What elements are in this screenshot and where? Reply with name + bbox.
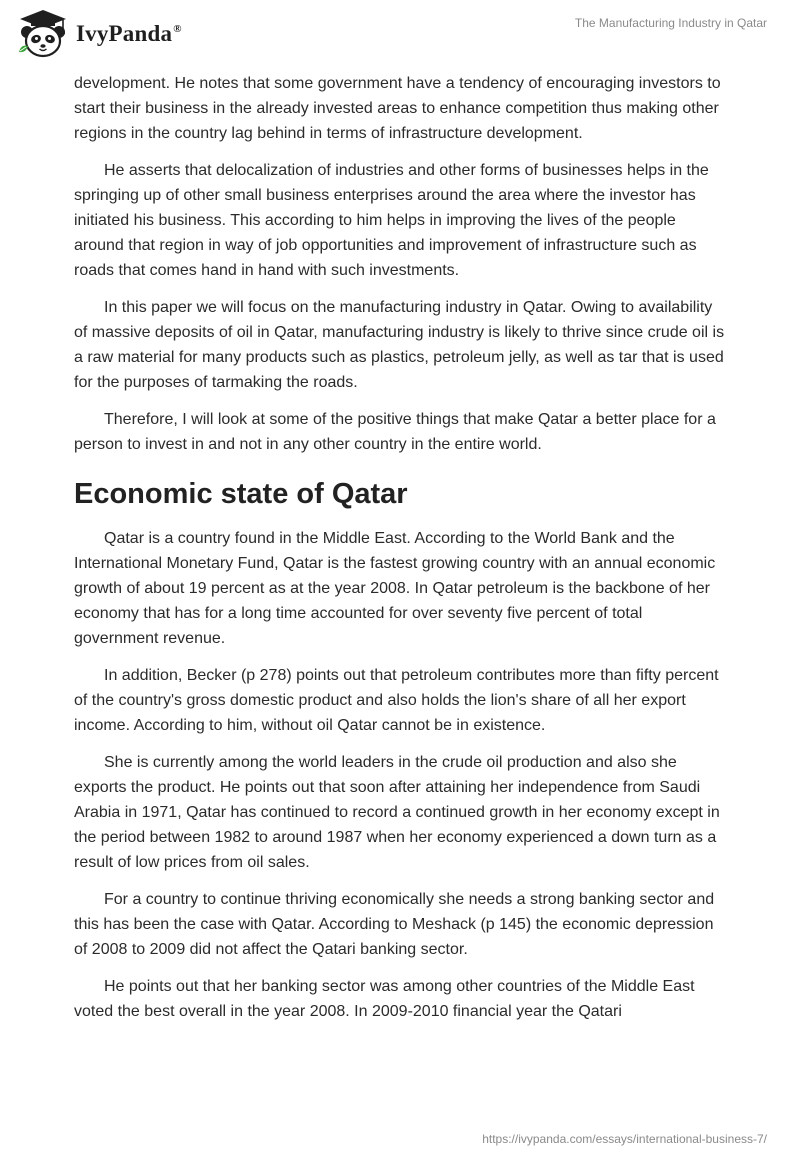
registered-mark: ® bbox=[173, 23, 182, 35]
paragraph: She is currently among the world leaders in the crude oil production and also she exports the product. He points out that soon after attaining her independence from Saudi Arabia in 1971, Qatar has continued to record a continued growth in her economy except in the period between 1982 to around 1987 when her economy experienced a down turn as a result of low prices from oil sales. bbox=[74, 754, 720, 871]
document-title: The Manufacturing Industry in Qatar bbox=[574, 16, 767, 30]
paragraph: In this paper we will focus on the manufacturing industry in Qatar. Owing to availability of massive deposits of oil in Qatar, manufacturing industry is likely to thrive since crude oil is a raw material for many products such as plastics, petroleum jelly, as well as tar that is used for the purposes of tarmaking the roads. bbox=[74, 299, 725, 391]
paragraph: Qatar is a country found in the Middle East. According to the World Bank and the International Monetary Fund, Qatar is the fastest growing country with an annual economic growth of about 19 percent as at the year 2008. In Qatar petroleum is the backbone of her economy that has for a long time accounted for over seventy five percent of total government revenue. bbox=[74, 530, 716, 647]
paragraph: development. He notes that some government have a tendency of encouraging investors to start their business in the already invested areas to enhance competition thus making other regions in the country lag behind in terms of infrastructure development. bbox=[74, 75, 721, 142]
paragraph: For a country to continue thriving economically she needs a strong banking sector and this has been the case with Qatar. According to Meshack (p 145) the economic depression of 2008 to 2009 did not affect the Qatari banking sector. bbox=[74, 891, 715, 958]
essay-body bbox=[74, 71, 730, 1036]
paragraph: Therefore, I will look at some of the positive things that make Qatar a better place for a person to invest in and not in any other country in the entire world. bbox=[74, 411, 716, 453]
paragraph: He points out that her banking sector was among other countries of the Middle East voted the best overall in the year 2008. In 2009-2010 financial year the Qatari bbox=[74, 978, 695, 1020]
section-heading: Economic state of Qatar bbox=[74, 478, 408, 510]
source-url[interactable]: https://ivypanda.com/essays/international-business-7/ bbox=[482, 1132, 767, 1146]
paragraph: He asserts that delocalization of industries and other forms of businesses helps in the springing up of other small business enterprises around the area where the investor has initiated his business. This according to him helps in improving the lives of the people around that region in way of job opportunities and improvement of infrastructure such as roads that comes hand in hand with such investments. bbox=[74, 162, 709, 279]
paragraph: In addition, Becker (p 278) points out that petroleum contributes more than fifty percent of the country's gross domestic product and also holds the lion's share of all her export income. According to him, without oil Qatar cannot be in existence. bbox=[74, 667, 719, 734]
page-header bbox=[0, 0, 800, 70]
panda-graduate-icon bbox=[14, 8, 72, 60]
brand-name: IvyPanda® bbox=[76, 21, 182, 46]
ivypanda-logo[interactable] bbox=[14, 8, 182, 60]
